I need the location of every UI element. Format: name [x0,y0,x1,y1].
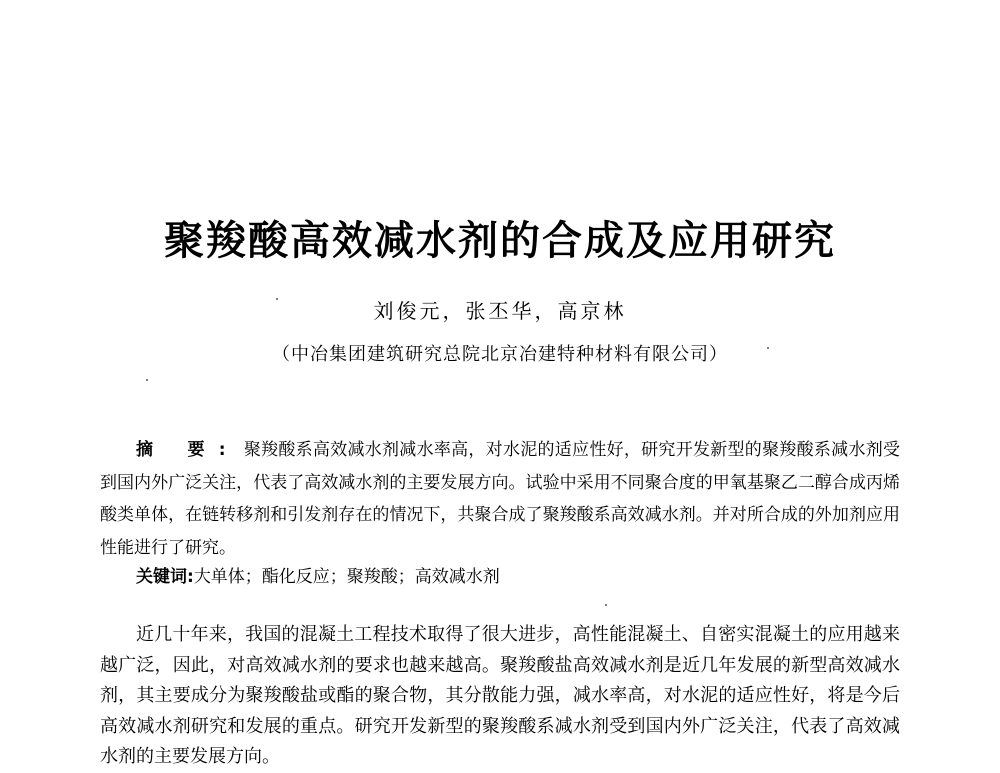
scan-speck [146,379,148,381]
abstract-label: 摘 要: [136,440,240,460]
author-affiliation: （中冶集团建筑研究总院北京冶建特种材料有限公司） [272,344,728,365]
author-list: 刘俊元，张丕华，高京林 [373,299,627,323]
scan-speck [276,298,278,300]
introduction-section [100,620,900,773]
keywords-section [136,563,896,591]
keywords-label: 关键词: [136,567,194,587]
scan-speck [605,604,607,606]
keywords-text: 大单体；酯化反应；聚羧酸；高效减水剂 [193,567,500,587]
keywords-paragraph [136,563,896,591]
abstract-paragraph [100,434,900,564]
paper-title: 聚羧酸高效减水剂的合成及应用研究 [164,218,836,264]
abstract-text: 聚羧酸系高效减水剂减水率高，对水泥的适应性好，研究开发新型的聚羧酸系减水剂受到国内外广泛关注，代表了高效减水剂的主要发展方向。试验中采用不同聚合度的甲氧基聚乙二醇合成丙烯酸类单体，在链转移剂和引发剂存在的情况下，共聚合成了聚羧酸系高效减水剂。并对所合成的外加剂应用性能进行了研究。 [100,440,901,558]
intro-paragraph: 近几十年来，我国的混凝土工程技术取得了很大进步，高性能混凝土、自密实混凝土的应用越来越广泛，因此，对高效减水剂的要求也越来越高。聚羧酸盐高效减水剂是近几年发展的新型高效减水剂，其主要成分为聚羧酸盐或酯的聚合物，其分散能力强，减水率高，对水泥的适应性好，将是今后高效减水剂研究和发展的重点。研究开发新型的聚羧酸系减水剂受到国内外广泛关注，代表了高效减水剂的主要发展方向。 [100,624,900,767]
abstract-section [100,434,900,564]
scan-speck [767,347,769,349]
